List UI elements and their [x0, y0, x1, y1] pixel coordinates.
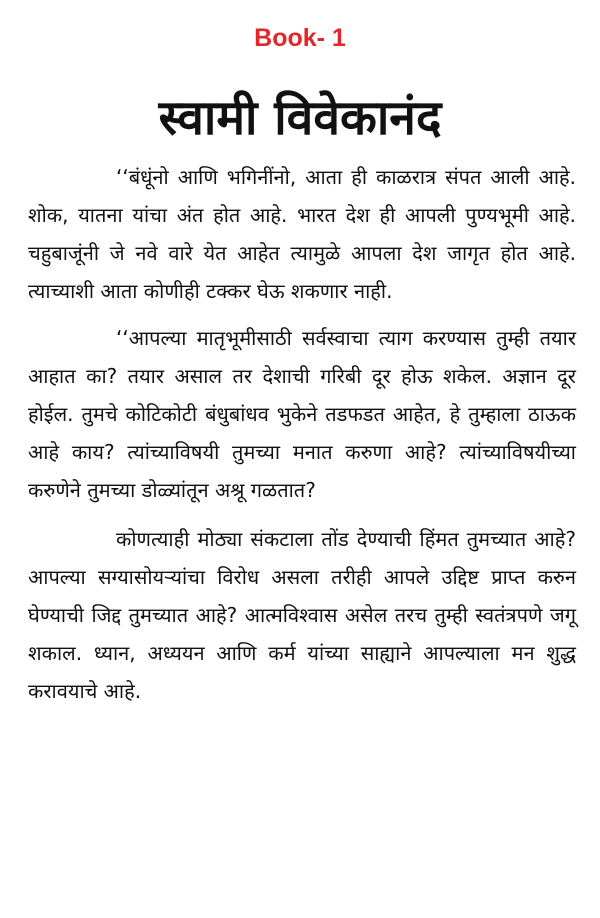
paragraph-3: कोणत्याही मोठ्या संकटाला तोंड देण्याची हिंमत तुमच्यात आहे? आपल्या सग्यासोयऱ्यांचा विरोध असला तरीही आपले उद्दिष्ट प्राप्त करुन घेण्याची जिद्द तुमच्यात आहे? आत्मविश्वास असेल तरच तुम्ही स्वतंत्रपणे जगू शकाल. ध्यान, अध्ययन आणि कर्म यांच्या साह्याने आपल्याला मन शुद्ध करावयाचे आहे.: [28, 527, 576, 703]
page-title: स्वामी विवेकानंद: [158, 90, 442, 146]
book-label: Book- 1: [254, 24, 346, 52]
paragraph-2: ‘‘आपल्या मातृभूमीसाठी सर्वस्वाचा त्याग करण्यास तुम्ही तयार आहात का? तयार असाल तर देशाची गरिबी दूर होऊ शकेल. अज्ञान दूर होईल. तुमचे कोटिकोटी बंधुबांधव भुकेने तडफडत आहेत, हे तुम्हाला ठाऊक आहे काय? त्यांच्याविषयी तुमच्या मनात करुणा आहे? त्यांच्याविषयीच्या करुणेने तुमच्या डोळ्यांतून अश्रू गळतात?: [28, 326, 576, 502]
paragraph-1: ‘‘बंधूंनो आणि भगिनींनो, आता ही काळरात्र संपत आली आहे. शोक, यातना यांचा अंत होत आहे. भारत देश ही आपली पुण्यभूमी आहे. चहुबाजूंनी जे नवे वारे येत आहेत त्यामुळे आपला देश जागृत होत आहे. त्याच्याशी आता कोणीही टक्कर घेऊ शकणार नाही.: [28, 165, 576, 303]
body-text: [28, 158, 576, 710]
